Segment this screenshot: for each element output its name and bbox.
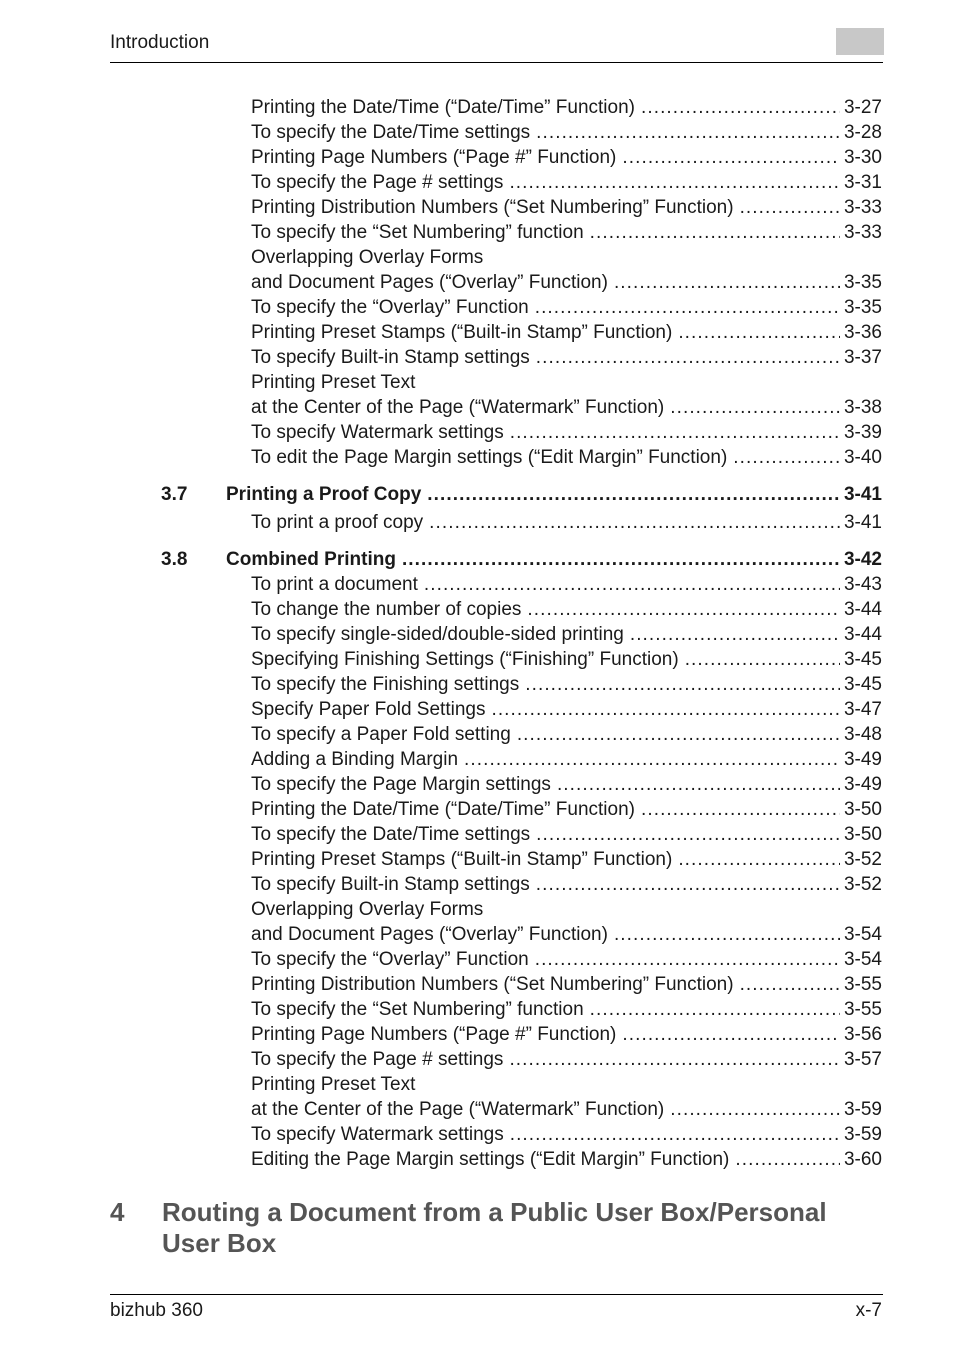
leader-dots: [685, 647, 840, 672]
toc-entry-page: 3-30: [843, 147, 882, 168]
leader-dots: [527, 597, 840, 622]
toc-entry[interactable]: [0, 1147, 882, 1172]
toc-entry-text: Editing the Page Margin settings (“Edit Margin” Function): [251, 1149, 730, 1170]
footer-divider: [110, 1294, 883, 1295]
leader-dots: [678, 320, 840, 345]
toc-entry[interactable]: [0, 320, 882, 345]
leader-dots: [733, 445, 840, 470]
toc-entry[interactable]: [0, 572, 882, 597]
toc-entry-text: To specify single-sided/double-sided printing: [251, 624, 624, 645]
toc-entry[interactable]: [0, 145, 882, 170]
toc-entry-text: Adding a Binding Margin: [251, 749, 459, 770]
toc-entry-text: To specify the Date/Time settings: [251, 824, 531, 845]
toc-entry-page: 3-54: [843, 949, 882, 970]
toc-entry[interactable]: [0, 947, 882, 972]
leader-dots: [622, 145, 840, 170]
leader-dots: [402, 547, 840, 572]
leader-dots: [427, 482, 840, 507]
toc-entry-page: 3-44: [843, 624, 882, 645]
toc-entry[interactable]: [0, 120, 882, 145]
leader-dots: [510, 1122, 840, 1147]
section-page: 3-42: [843, 549, 882, 570]
leader-dots: [590, 997, 840, 1022]
toc-entry[interactable]: [0, 997, 882, 1022]
toc-entry[interactable]: [0, 1097, 882, 1122]
toc-entry[interactable]: [0, 95, 882, 120]
toc-entry-page: 3-41: [843, 512, 882, 533]
section-page: 3-41: [843, 484, 882, 505]
toc-entry[interactable]: [0, 370, 882, 395]
toc-entry-text: and Document Pages (“Overlay” Function): [251, 272, 608, 293]
toc-entry-page: 3-47: [843, 699, 882, 720]
toc-entry-text: To specify Watermark settings: [251, 1124, 504, 1145]
toc-entry[interactable]: [0, 672, 882, 697]
toc-entry-text: To print a document: [251, 574, 418, 595]
leader-dots: [740, 195, 840, 220]
footer-product-name: bizhub 360: [110, 1300, 203, 1321]
section-number: 3.8: [161, 549, 188, 570]
toc-entry-page: 3-35: [843, 272, 882, 293]
toc-entry[interactable]: [0, 772, 882, 797]
toc-entry-text: Printing Page Numbers (“Page #” Function): [251, 1024, 617, 1045]
toc-entry[interactable]: [0, 170, 882, 195]
toc-entry-text: To specify the “Set Numbering” function: [251, 999, 584, 1020]
leader-dots: [641, 797, 840, 822]
toc-section-3-8[interactable]: [0, 547, 882, 572]
toc-entry-text: Printing Preset Stamps (“Built-in Stamp” Function): [251, 849, 673, 870]
toc-entry-page: 3-48: [843, 724, 882, 745]
leader-dots: [517, 722, 840, 747]
toc-entry-page: 3-49: [843, 774, 882, 795]
toc-entry[interactable]: [0, 722, 882, 747]
chapter-number: 4: [110, 1197, 125, 1227]
toc-entry-text: To specify the Page # settings: [251, 172, 504, 193]
leader-dots: [630, 622, 840, 647]
toc-entry-page: 3-54: [843, 924, 882, 945]
header-tab-marker: [836, 28, 884, 55]
leader-dots: [614, 922, 840, 947]
toc-entry-page: 3-27: [843, 97, 882, 118]
toc-entry-page: 3-35: [843, 297, 882, 318]
chapter-heading[interactable]: [110, 1197, 870, 1259]
toc-entry[interactable]: [0, 1022, 882, 1047]
toc-entry-page: 3-50: [843, 799, 882, 820]
toc-entry-text: Overlapping Overlay Forms: [251, 899, 484, 920]
toc-entry-page: 3-55: [843, 974, 882, 995]
toc-entry-text: To specify the Page # settings: [251, 1049, 504, 1070]
toc-entry[interactable]: [0, 1047, 882, 1072]
leader-dots: [614, 270, 840, 295]
toc-entry-text: Specifying Finishing Settings (“Finishing” Function): [251, 649, 679, 670]
toc-entry-page: 3-52: [843, 874, 882, 895]
toc-entry-text: To specify a Paper Fold setting: [251, 724, 511, 745]
leader-dots: [670, 395, 840, 420]
toc-group-c: [0, 572, 954, 1172]
toc-entry-page: 3-28: [843, 122, 882, 143]
chapter-title: Routing a Document from a Public User Box/Personal User Box: [162, 1197, 827, 1258]
section-number: 3.7: [161, 484, 188, 505]
toc-entry-page: 3-57: [843, 1049, 882, 1070]
toc-entry-page: 3-37: [843, 347, 882, 368]
header-divider: [110, 62, 883, 63]
toc-entry-text: Printing Distribution Numbers (“Set Numbering” Function): [251, 197, 734, 218]
section-title: Combined Printing: [226, 549, 396, 570]
toc-entry[interactable]: [0, 647, 882, 672]
toc-entry-text: Printing Preset Stamps (“Built-in Stamp” Function): [251, 322, 673, 343]
leader-dots: [557, 772, 840, 797]
toc-entry-page: 3-33: [843, 222, 882, 243]
toc-entry[interactable]: [0, 295, 882, 320]
leader-dots: [590, 220, 840, 245]
leader-dots: [670, 1097, 840, 1122]
footer-page-number: x-7: [855, 1300, 882, 1321]
toc-entry[interactable]: [0, 822, 882, 847]
toc-entry[interactable]: [0, 510, 882, 535]
toc-entry-text: at the Center of the Page (“Watermark” Function): [251, 397, 665, 418]
leader-dots: [536, 345, 840, 370]
toc-entry[interactable]: [0, 847, 882, 872]
leader-dots: [491, 697, 840, 722]
leader-dots: [510, 420, 840, 445]
toc-entry[interactable]: [0, 922, 882, 947]
toc-entry-text: To edit the Page Margin settings (“Edit Margin” Function): [251, 447, 728, 468]
header-title: Introduction: [110, 32, 210, 53]
leader-dots: [536, 872, 840, 897]
leader-dots: [740, 972, 840, 997]
table-of-contents: [0, 95, 954, 1172]
leader-dots: [424, 572, 840, 597]
toc-entry[interactable]: [0, 1072, 882, 1097]
toc-entry[interactable]: [0, 897, 882, 922]
toc-entry-page: 3-40: [843, 447, 882, 468]
toc-entry[interactable]: [0, 872, 882, 897]
toc-entry-text: Printing the Date/Time (“Date/Time” Function): [251, 799, 635, 820]
toc-entry-text: To specify the Page Margin settings: [251, 774, 551, 795]
toc-entry-text: To print a proof copy: [251, 512, 424, 533]
leader-dots: [525, 672, 840, 697]
toc-entry-page: 3-45: [843, 649, 882, 670]
toc-entry[interactable]: [0, 972, 882, 997]
toc-entry-text: To change the number of copies: [251, 599, 522, 620]
toc-entry[interactable]: [0, 1122, 882, 1147]
leader-dots: [429, 510, 840, 535]
toc-entry[interactable]: [0, 697, 882, 722]
toc-entry-text: Printing Preset Text: [251, 372, 416, 393]
toc-entry-page: 3-33: [843, 197, 882, 218]
toc-entry[interactable]: [0, 345, 882, 370]
leader-dots: [622, 1022, 840, 1047]
toc-entry-text: Printing Page Numbers (“Page #” Function): [251, 147, 617, 168]
toc-entry[interactable]: [0, 622, 882, 647]
toc-entry-page: 3-59: [843, 1124, 882, 1145]
toc-entry-text: To specify the “Overlay” Function: [251, 297, 529, 318]
toc-entry-page: 3-49: [843, 749, 882, 770]
toc-entry[interactable]: [0, 195, 882, 220]
leader-dots: [509, 170, 840, 195]
toc-entry-page: 3-36: [843, 322, 882, 343]
toc-entry[interactable]: [0, 395, 882, 420]
toc-entry-text: and Document Pages (“Overlay” Function): [251, 924, 608, 945]
toc-entry-page: 3-59: [843, 1099, 882, 1120]
toc-entry[interactable]: [0, 597, 882, 622]
toc-group-a: [0, 95, 954, 470]
toc-entry[interactable]: [0, 747, 882, 772]
section-title: Printing a Proof Copy: [226, 484, 422, 505]
leader-dots: [641, 95, 840, 120]
toc-entry-page: 3-44: [843, 599, 882, 620]
toc-entry-page: 3-55: [843, 999, 882, 1020]
leader-dots: [536, 120, 840, 145]
toc-entry-text: Specify Paper Fold Settings: [251, 699, 486, 720]
toc-entry-text: To specify the Date/Time settings: [251, 122, 531, 143]
toc-entry[interactable]: [0, 797, 882, 822]
toc-entry[interactable]: [0, 270, 882, 295]
toc-entry-page: 3-45: [843, 674, 882, 695]
toc-entry-page: 3-56: [843, 1024, 882, 1045]
toc-entry-text: To specify Built-in Stamp settings: [251, 874, 530, 895]
toc-entry-text: To specify Built-in Stamp settings: [251, 347, 530, 368]
toc-entry[interactable]: [0, 420, 882, 445]
leader-dots: [535, 947, 840, 972]
toc-entry-page: 3-50: [843, 824, 882, 845]
toc-entry[interactable]: [0, 245, 882, 270]
leader-dots: [735, 1147, 840, 1172]
leader-dots: [535, 295, 840, 320]
leader-dots: [464, 747, 840, 772]
toc-entry-text: Printing Preset Text: [251, 1074, 416, 1095]
toc-entry-text: Printing the Date/Time (“Date/Time” Function): [251, 97, 635, 118]
toc-entry-text: To specify the Finishing settings: [251, 674, 520, 695]
leader-dots: [536, 822, 840, 847]
toc-entry-page: 3-39: [843, 422, 882, 443]
toc-entry-page: 3-60: [843, 1149, 882, 1170]
leader-dots: [678, 847, 840, 872]
toc-entry-text: Printing Distribution Numbers (“Set Numbering” Function): [251, 974, 734, 995]
toc-entry-page: 3-38: [843, 397, 882, 418]
toc-entry-text: To specify Watermark settings: [251, 422, 504, 443]
toc-entry-page: 3-52: [843, 849, 882, 870]
toc-entry-page: 3-43: [843, 574, 882, 595]
toc-entry-text: To specify the “Overlay” Function: [251, 949, 529, 970]
toc-entry[interactable]: [0, 220, 882, 245]
toc-entry-text: To specify the “Set Numbering” function: [251, 222, 584, 243]
toc-entry-text: Overlapping Overlay Forms: [251, 247, 484, 268]
toc-entry[interactable]: [0, 445, 882, 470]
toc-section-3-7[interactable]: [0, 482, 882, 507]
toc-entry-text: at the Center of the Page (“Watermark” Function): [251, 1099, 665, 1120]
toc-entry-page: 3-31: [843, 172, 882, 193]
leader-dots: [509, 1047, 840, 1072]
